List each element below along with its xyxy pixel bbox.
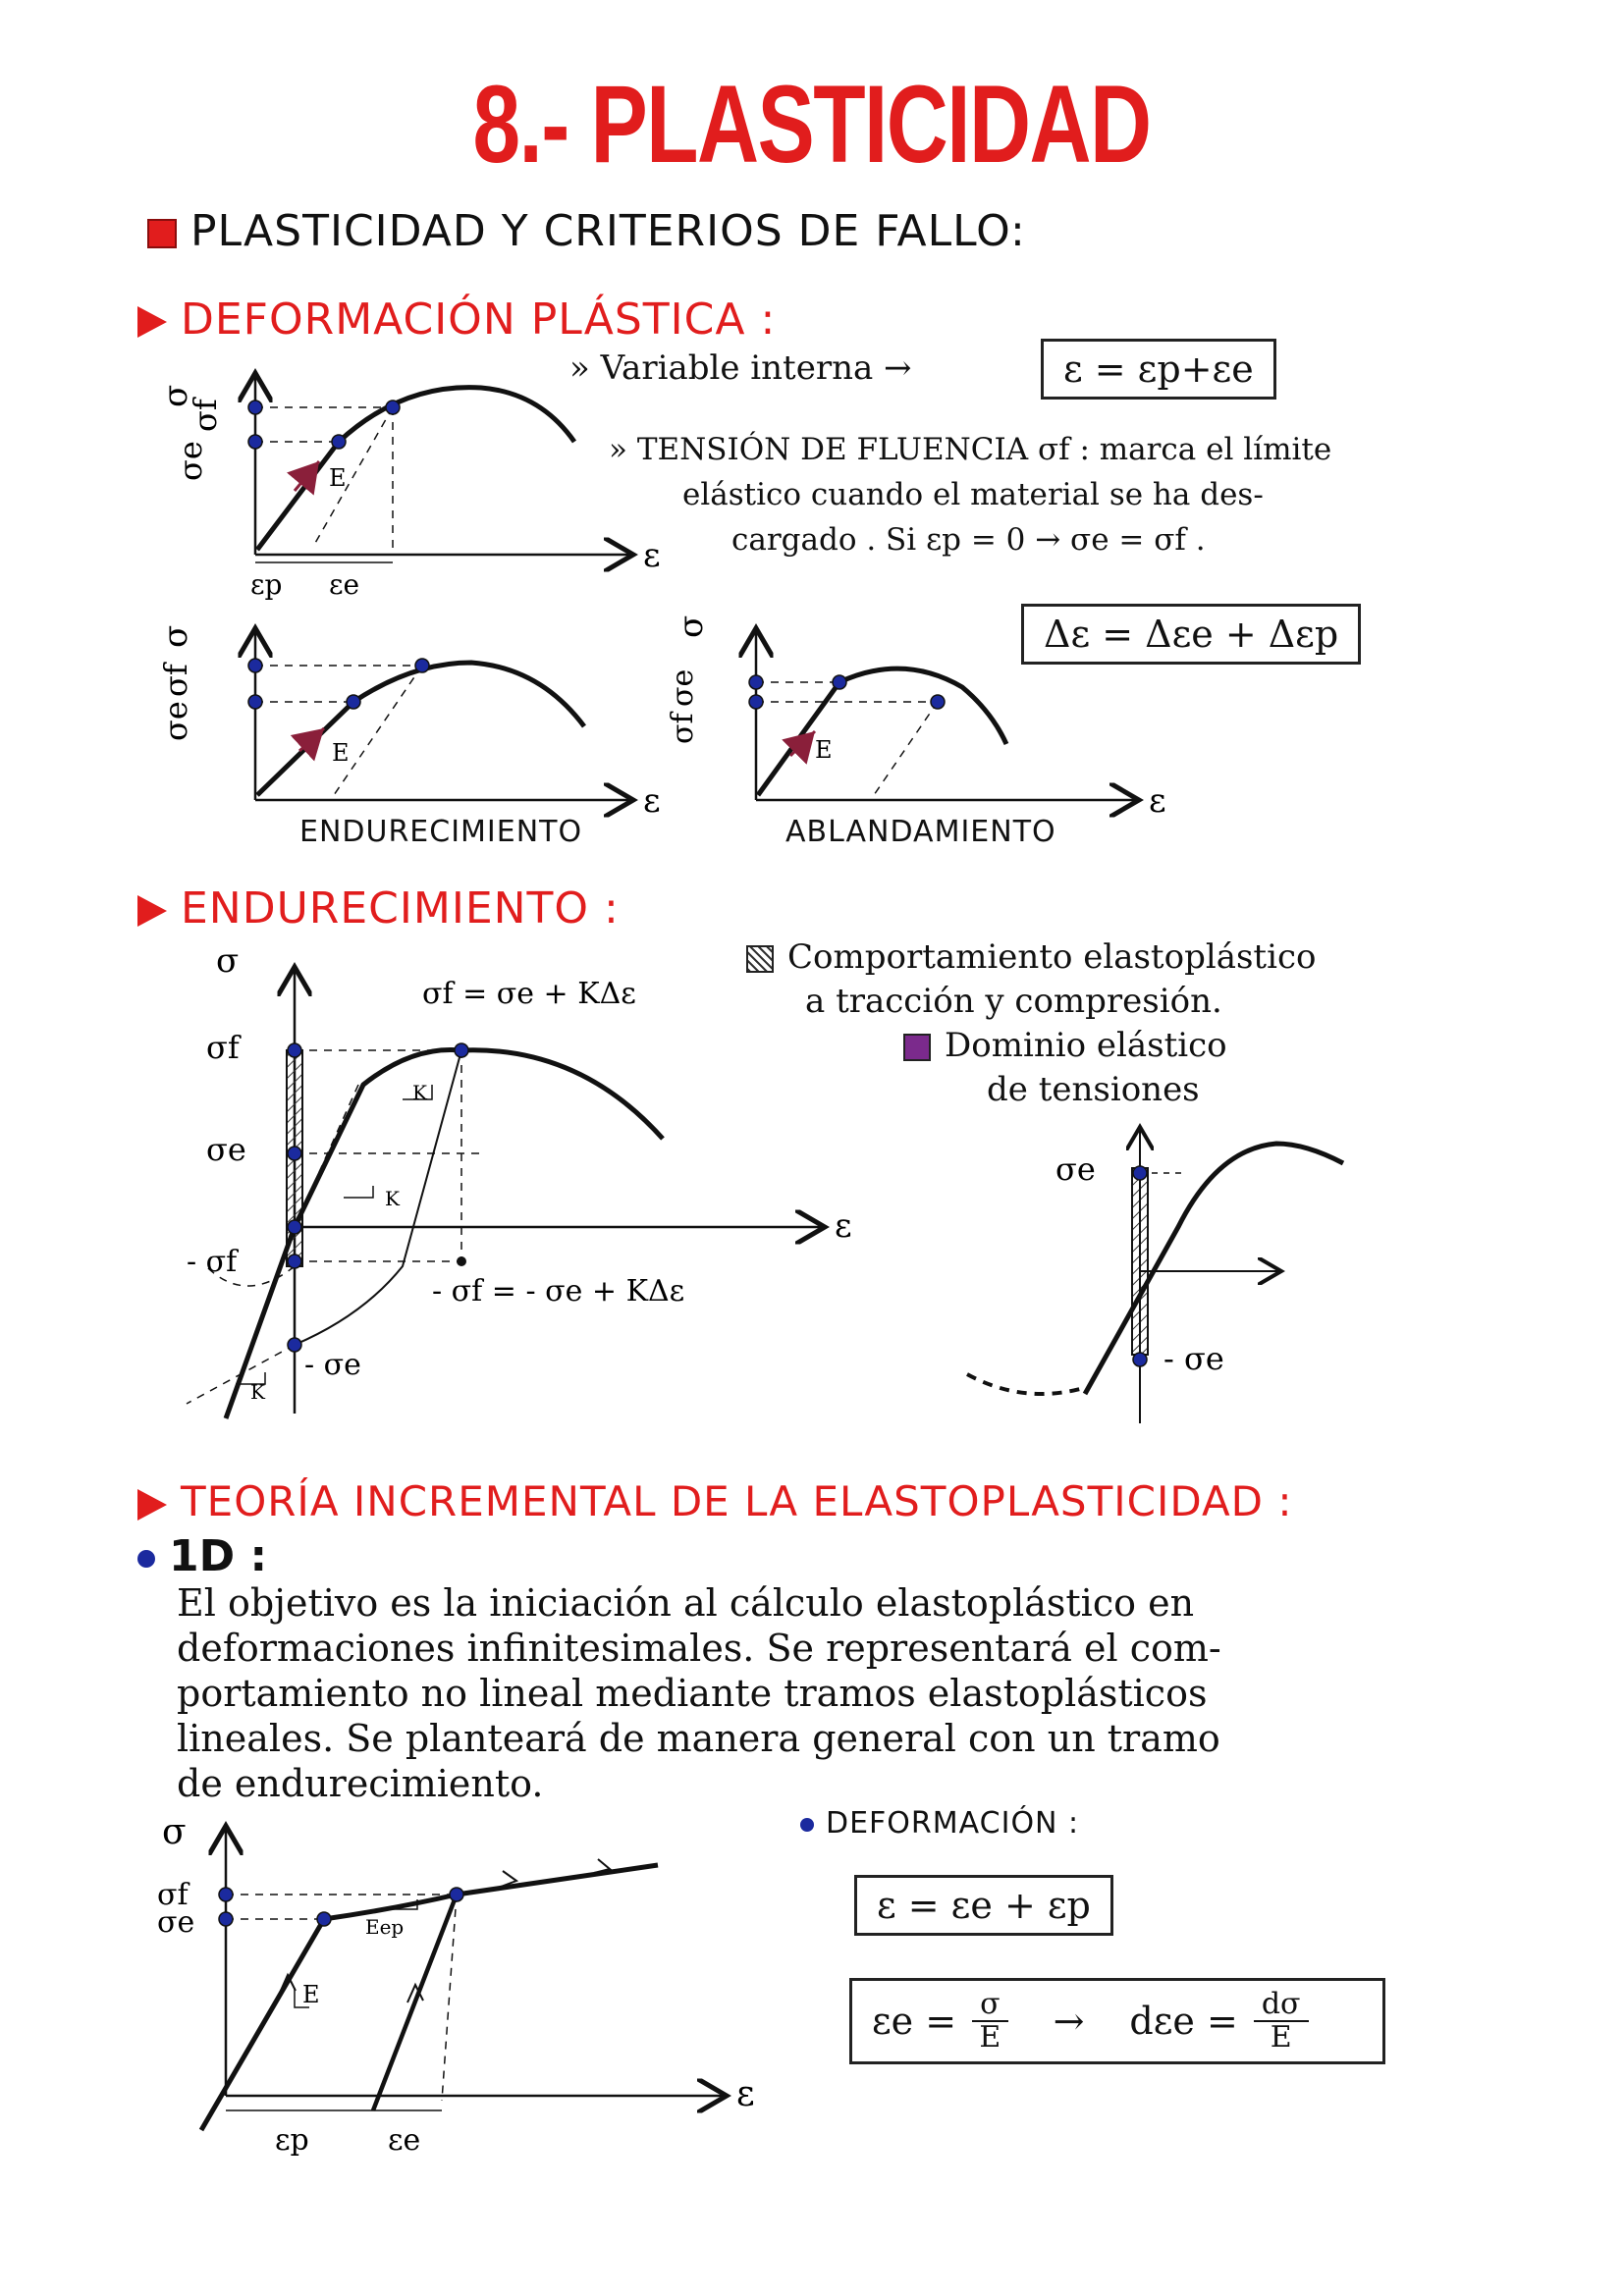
formula-elastic-strain [849,1978,1385,2064]
sub-1d: 1D : [137,1531,267,1581]
label-epsilon: ε [1149,781,1166,821]
section-heading: PLASTICIDAD Y CRITERIOS DE FALLO: [147,206,1026,256]
graph-hardening-domain [167,942,893,1433]
label-sigma: σ [156,384,195,407]
fraction-2: $\frac{d\sigma}{E}$ [1254,1989,1309,2054]
label-epsilon: ε [835,1206,852,1246]
fraction-1: $\frac{\sigma}{E}$ [972,1989,1007,2054]
note-fluencia-3: cargado . Si εp = 0 → σe = σf . [731,522,1206,558]
label-sigma-e: σe [157,1905,195,1940]
legend-elastoplastic: Comportamiento elastoplástico [746,937,1316,977]
label-neg-sigma-e: - σe [1163,1340,1224,1377]
label-sigma-e: σe [172,441,209,481]
formula-incremental-strain: Δε = Δεe + Δεp [1021,604,1361,665]
label-sigma-e: σe [1055,1150,1096,1188]
endurecimiento-heading: ENDURECIMIENTO : [137,883,620,934]
para-line-4: lineales. Se planteará de manera general con un tramo [177,1717,1220,1760]
label-K-3: K [250,1380,265,1404]
teoria-heading: TEORÍA INCREMENTAL DE LA ELASTOPLASTICIDAD : [137,1477,1293,1525]
deformacion-heading: DEFORMACIÓN PLÁSTICA : [137,294,776,345]
label-epsilon: ε [643,781,661,821]
label-sigma-f: σf [157,1878,189,1912]
graph-softening [668,599,1198,834]
formula-left: εe = [872,2000,957,2043]
label-Eep: Eep [365,1915,405,1939]
graph-plastic-deformation [156,348,687,614]
legend-elastoplastic-2: a tracción y compresión. [805,982,1222,1021]
label-sigma: σ [156,624,195,648]
caption-endurecimiento: ENDURECIMIENTO [299,815,583,849]
note-fluencia-2: elástico cuando el material se ha des- [682,477,1264,512]
legend-elastic-domain-2: de tensiones [987,1070,1200,1109]
label-K-2: K [385,1187,400,1210]
caption-ablandamiento: ABLANDAMIENTO [785,815,1056,849]
note-fluencia-1: » TENSIÓN DE FLUENCIA σf : marca el límite [609,432,1332,467]
label-eps-e: εe [388,2123,421,2158]
bullet-dot-icon [800,1818,814,1832]
label-eps-e: εe [329,568,360,601]
hatch-swatch-icon [746,945,774,973]
formula-total-strain: ε = εp+εe [1041,339,1276,400]
legend-elastic-domain: Dominio elástico [903,1026,1227,1065]
label-eps-p: εp [250,568,283,601]
label-E: E [815,736,833,764]
label-neg-sigma-f: - σf [187,1245,238,1279]
note-variable-interna: » Variable interna → [569,348,912,388]
label-sigma-e: σe [206,1131,246,1168]
para-line-5: de endurecimiento. [177,1762,544,1805]
label-E: E [329,464,347,492]
label-sigma-f: σf [666,713,700,744]
label-sigma: σ [672,614,711,638]
label-eps-p: εp [275,2123,309,2158]
label-E: E [332,739,350,767]
label-neg-sigma-e: - σe [304,1348,361,1382]
label-sigma: σ [216,941,240,981]
label-E: E [302,1981,320,2008]
label-epsilon: ε [736,2074,755,2114]
formula-arrow: → [1053,2000,1085,2043]
bullet-triangle-icon [137,306,167,338]
label-sigma-f: σf [206,1029,240,1066]
graph-bilinear-hardening [147,1806,815,2169]
para-line-3: portamiento no lineal mediante tramos elastoplásticos [177,1672,1208,1715]
label-sigma: σ [162,1812,187,1852]
graph-hardening [156,599,687,834]
eq-bottom: - σf = - σe + KΔε [432,1274,685,1308]
page-title: 8.- PLASTICIDAD [472,63,1151,186]
purple-swatch-icon [903,1034,931,1061]
label-K-1: K [412,1081,427,1104]
para-line-1: El objetivo es la iniciación al cálculo elastoplástico en [177,1581,1195,1625]
def-heading: DEFORMACIÓN : [800,1806,1079,1841]
formula-strain-sum: ε = εe + εp [854,1875,1113,1936]
label-epsilon: ε [643,536,661,575]
para-line-2: deformaciones infinitesimales. Se representará el com- [177,1627,1221,1670]
paragraph [177,1580,1221,1806]
bullet-square-icon [147,219,177,248]
graph-elastic-domain-small [943,1119,1375,1433]
label-sigma-f: σf [187,399,224,432]
label-sigma-f: σf [157,664,194,697]
label-sigma-e: σe [157,701,194,741]
bullet-triangle-icon [137,1489,167,1521]
bullet-dot-icon [137,1550,155,1568]
label-sigma-e: σe [666,668,700,707]
formula-right: dεe = [1129,2000,1238,2043]
bullet-triangle-icon [137,895,167,927]
eq-top: σf = σe + KΔε [422,977,636,1011]
